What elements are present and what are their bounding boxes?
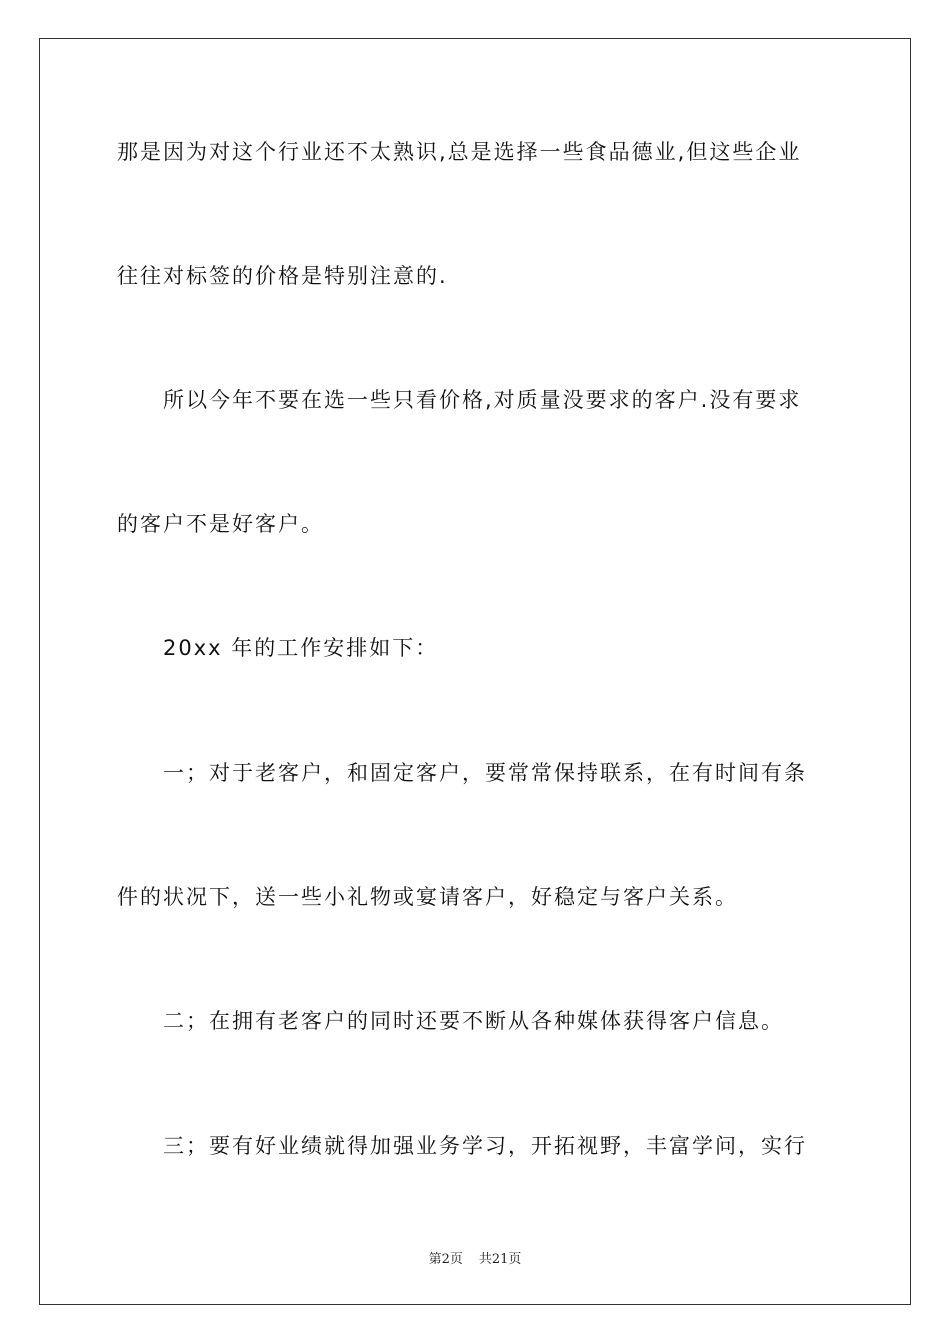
body-line: 三；要有好业绩就得加强业务学习，开拓视野，丰富学问，实行 — [163, 1134, 807, 1158]
body-line: 往往对标签的价格是特别注意的. — [117, 264, 448, 288]
total-pages: 共21页 — [478, 1252, 522, 1267]
page-frame — [39, 38, 911, 1305]
body-line: 件的状况下，送一些小礼物或宴请客户，好稳定与客户关系。 — [117, 885, 738, 909]
body-line: 二；在拥有老客户的同时还要不断从各种媒体获得客户信息。 — [163, 1009, 784, 1033]
page-number: 第2页 — [428, 1252, 463, 1267]
page-footer — [0, 1248, 950, 1267]
body-line: 所以今年不要在选一些只看价格,对质量没要求的客户.没有要求 — [163, 388, 802, 412]
body-line: 20xx 年的工作安排如下： — [163, 636, 439, 660]
body-line: 一；对于老客户，和固定客户，要常常保持联系，在有时间有条 — [163, 761, 807, 785]
body-line: 的客户不是好客户。 — [117, 512, 324, 536]
body-line: 那是因为对这个行业还不太熟识,总是选择一些食品德业,但这些企业 — [117, 140, 802, 164]
